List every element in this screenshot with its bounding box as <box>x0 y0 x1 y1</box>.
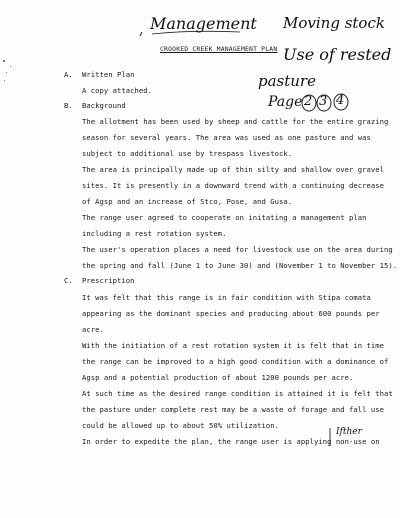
management-underline <box>152 31 240 34</box>
section-c-line: could be allowed up to about 50% utilization. <box>82 421 279 430</box>
tick-mark <box>140 32 142 36</box>
section-c-heading: Prescription <box>82 276 135 285</box>
handwritten-management: Management <box>150 14 257 33</box>
handwritten-use-of-rested: Use of rested <box>283 45 392 64</box>
section-b-line: the spring and fall (June 1 to June 30) and (November 1 to November 15). <box>82 261 398 270</box>
section-b-letter: B. <box>64 101 73 110</box>
page-circle-3 <box>334 94 348 110</box>
section-a-heading: Written Plan <box>82 70 135 79</box>
section-b-line: The area is principally made up of thin silty and shallow over gravel <box>82 165 385 174</box>
handwritten-margin-note: Ifther <box>336 427 362 437</box>
handwritten-page-num-3: 4 <box>336 93 345 108</box>
section-b-line: of Agsp and an increase of Stco, Pose, and Gusa. <box>82 197 293 206</box>
section-b-heading: Background <box>82 101 126 110</box>
section-b-line: subject to additional use by trespass livestock. <box>82 149 293 158</box>
handwritten-page-num-1: 2 <box>304 94 313 109</box>
section-a-line: A copy attached. <box>82 86 153 95</box>
section-c-line: acre. <box>82 325 104 334</box>
section-c-line: appearing as the dominant species and producing about 600 pounds per <box>82 309 380 318</box>
section-b-line: The range user agreed to cooperate on initating a management plan <box>82 213 367 222</box>
handwritten-pasture: pasture <box>258 72 316 90</box>
document-title: CROOKED CREEK MANAGEMENT PLAN <box>160 45 278 53</box>
section-c-line: It was felt that this range is in fair condition with Stipa comata <box>82 293 371 302</box>
page-circle-1 <box>302 95 316 111</box>
section-b-line: sites. It is presently in a downward trend with a continuing decrease <box>82 181 385 190</box>
page-circle-2 <box>317 95 331 111</box>
section-c-letter: C. <box>64 276 73 285</box>
section-b-line: including a rest rotation system. <box>82 229 227 238</box>
section-c-line: In order to expedite the plan, the range user is applying non-use on <box>82 437 380 446</box>
section-b-line: season for several years. The area was used as one pasture and was <box>82 133 371 142</box>
section-c-line: At such time as the desired range condition is attained it is felt that <box>82 389 393 398</box>
handwritten-page-label: Page <box>268 94 303 110</box>
section-c-line: the range can be improved to a high good condition with a dominance of <box>82 357 389 366</box>
section-c-line: the pasture under complete rest may be a waste of forage and fall use <box>82 405 385 414</box>
handwritten-moving-stock: Moving stock <box>283 14 385 32</box>
section-b-line: The allotment has been used by sheep and cattle for the entire grazing <box>82 117 389 126</box>
handwritten-page-num-2: 3 <box>319 94 328 109</box>
section-c-line: With the initiation of a rest rotation system it is felt that in time <box>82 341 385 350</box>
section-b-line: The user's operation places a need for livestock use on the area during <box>82 245 393 254</box>
section-c-line: Agsp and a potential production of about 1200 pounds per acre. <box>82 373 354 382</box>
section-a-letter: A. <box>64 70 73 79</box>
